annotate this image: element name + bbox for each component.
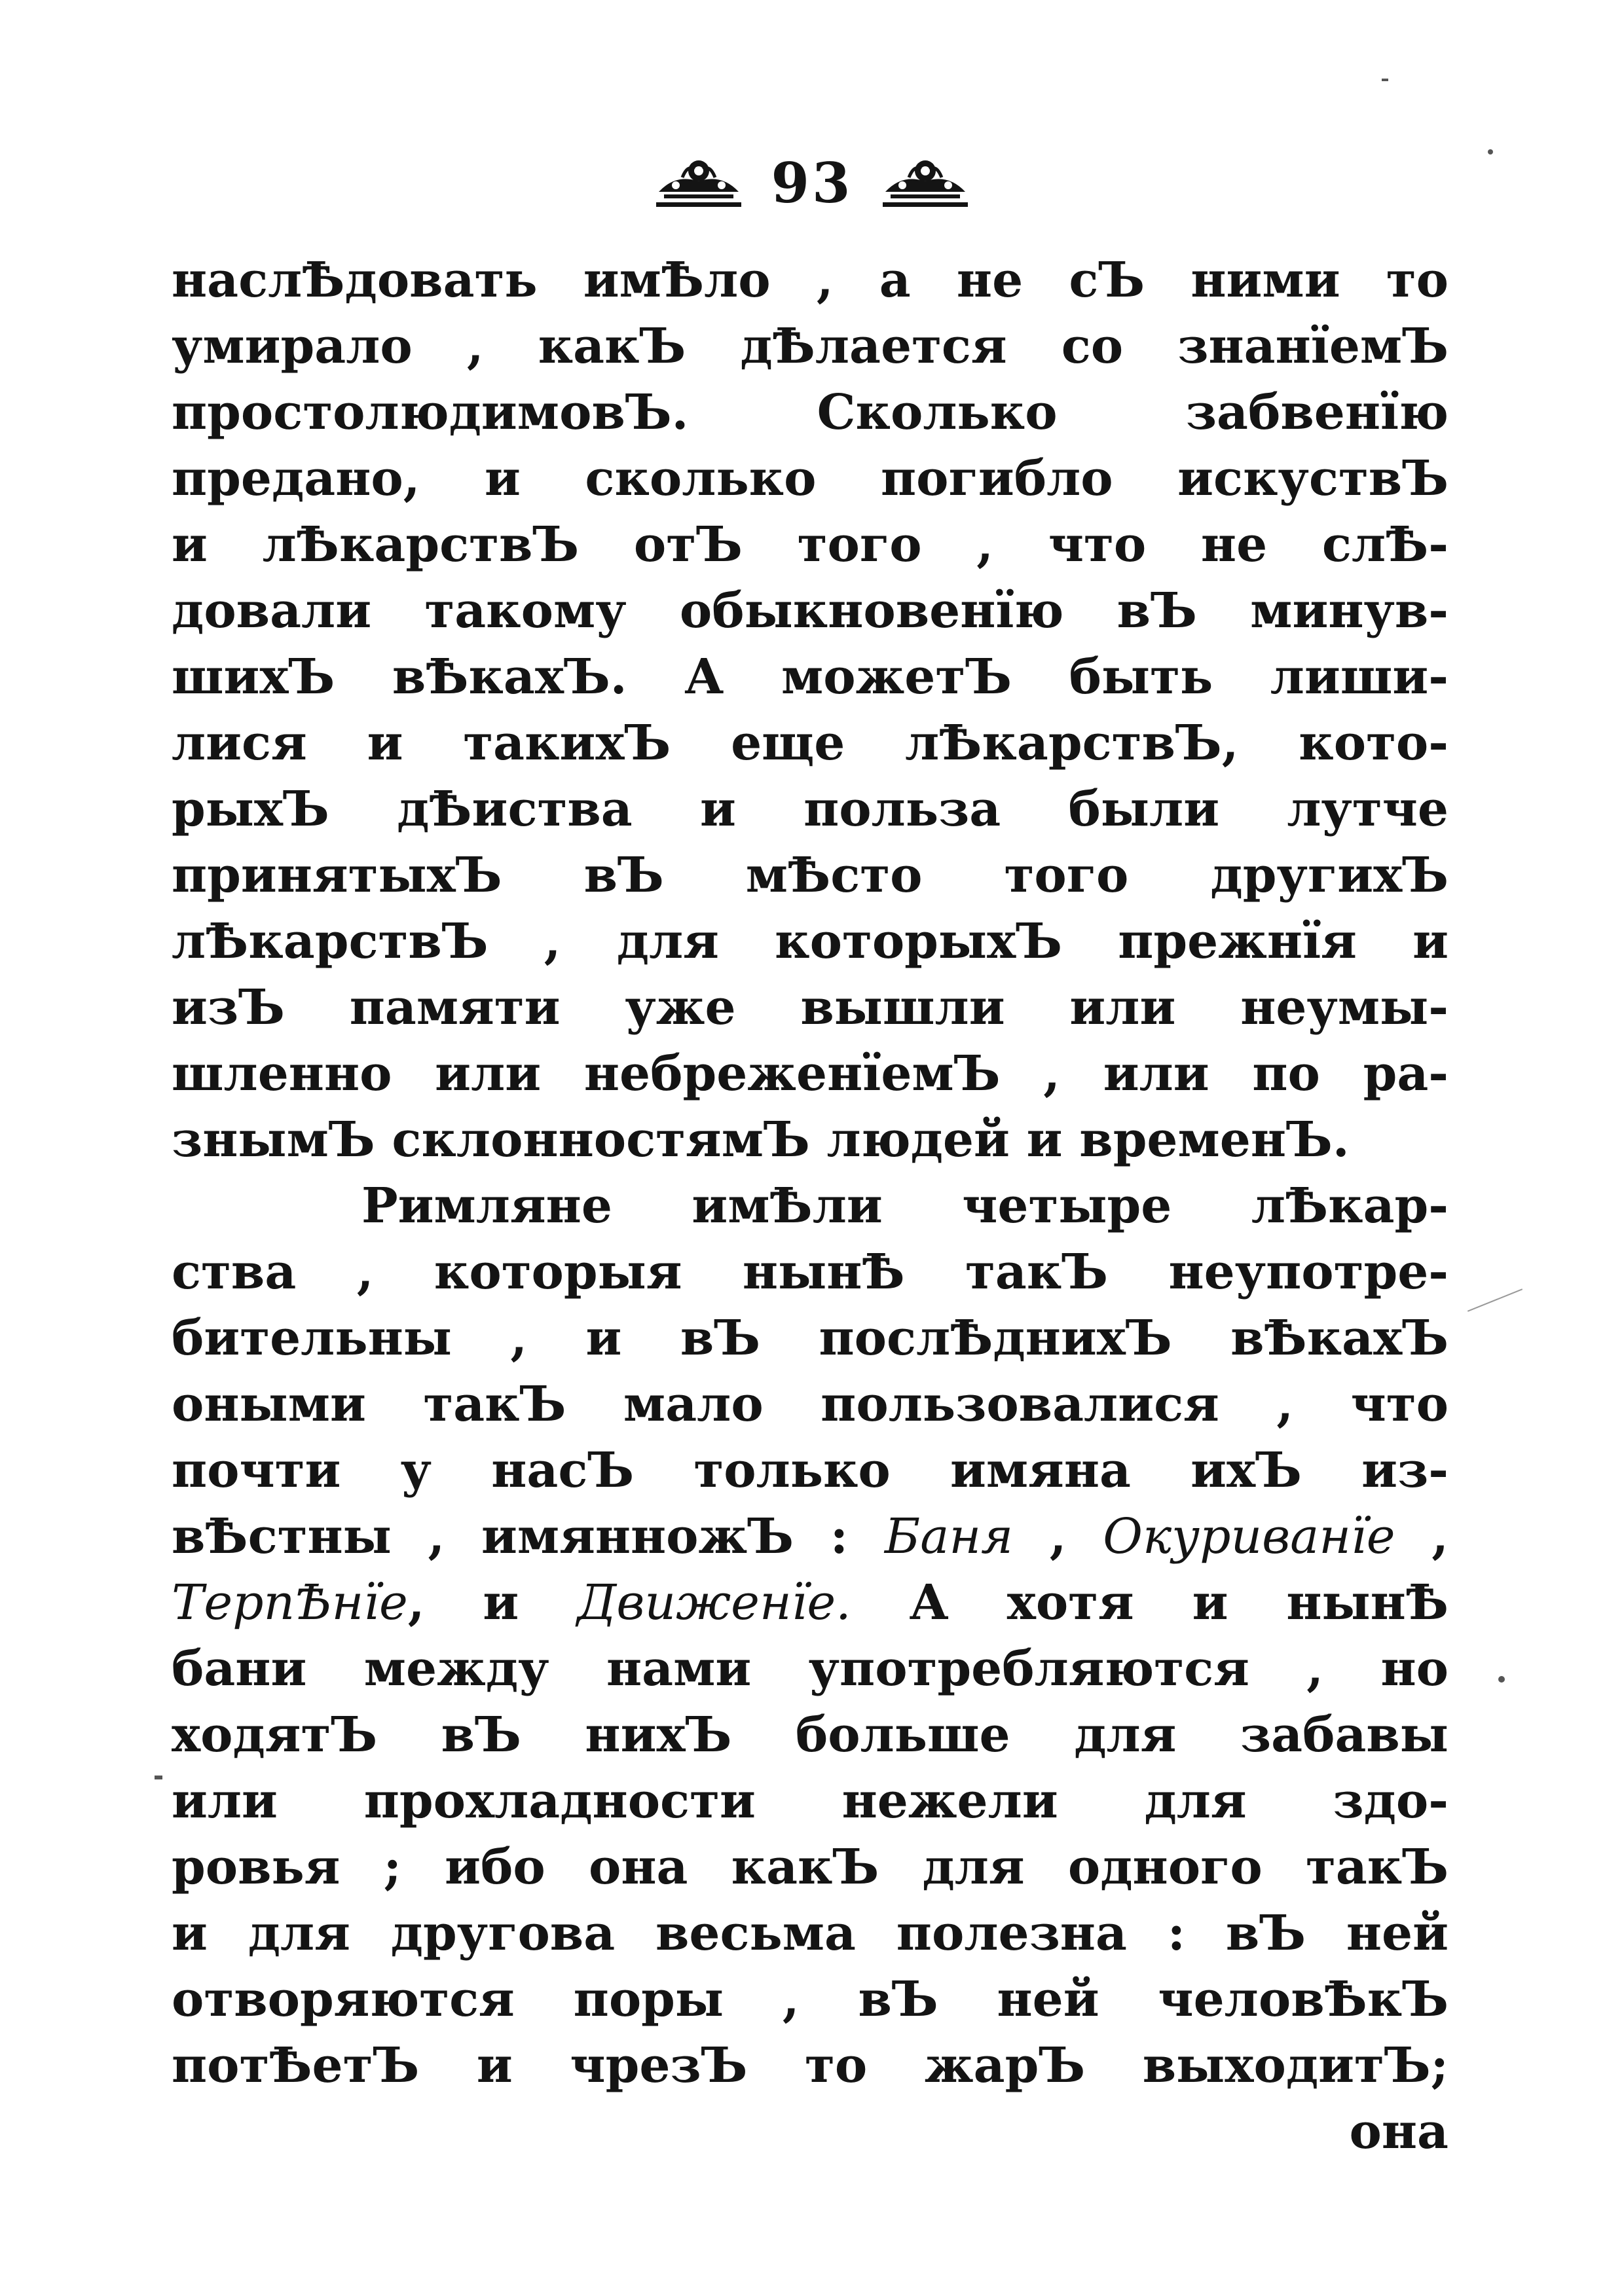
line-text: А хотя и нынѢ [851, 1575, 1449, 1631]
line-text: бительны , и вЪ послѢднихЪ вѢкахЪ [172, 1310, 1449, 1366]
text-line [172, 1967, 1449, 2033]
text-line [172, 1901, 1449, 1967]
page-number: 93 [771, 151, 853, 215]
body-text [172, 247, 1449, 2165]
crown-flourish-icon [876, 154, 974, 213]
line-text: знымЪ склонностямЪ людей и временЪ. [172, 1112, 1350, 1168]
line-text: оными такЪ мало пользовалися , что [172, 1376, 1449, 1432]
line-text: наслѢдовать имѢло , а не сЪ ними то [172, 252, 1449, 308]
line-text: , и [407, 1575, 578, 1631]
line-text: она [1349, 2104, 1449, 2160]
text-line [172, 1834, 1449, 1901]
text-line [172, 314, 1449, 380]
text-line [172, 247, 1449, 314]
line-text: принятыхЪ вЪ мѢсто того другихЪ [172, 847, 1449, 903]
line-text: потѢетЪ и чрезЪ то жарЪ выходитЪ; [172, 2037, 1449, 2094]
text-line [172, 1173, 1449, 1239]
scan-speck [1488, 149, 1493, 155]
line-text: изЪ памяти уже вышли или неумы- [172, 979, 1449, 1036]
text-line [172, 512, 1449, 578]
scan-speck [1382, 79, 1388, 81]
line-text: почти у насЪ только имяна ихЪ из- [172, 1442, 1449, 1499]
line-text: лися и такихЪ еще лѢкарствЪ, кото- [172, 715, 1449, 771]
text-line [172, 578, 1449, 644]
line-text: и лѢкарствЪ отЪ того , что не слѢ- [172, 517, 1449, 573]
page-header [0, 141, 1624, 226]
text-line [172, 1041, 1449, 1107]
line-text: ходятЪ вЪ нихЪ больше для забавы [172, 1707, 1449, 1763]
text-line [172, 1372, 1449, 1438]
italic-term: Баня [884, 1508, 1014, 1565]
scan-speck [155, 1776, 162, 1779]
line-text: , [1013, 1508, 1103, 1565]
italic-term: Окуриванїе [1103, 1508, 1395, 1565]
line-text: предано, и сколько погибло искуствЪ [172, 450, 1449, 507]
text-line [172, 644, 1449, 710]
catchword [172, 2099, 1449, 2165]
text-line [172, 1239, 1449, 1305]
crown-flourish-icon [650, 154, 748, 213]
text-line [172, 1504, 1449, 1570]
text-line [172, 1107, 1449, 1173]
line-text: бани между нами употребляются , но [172, 1641, 1449, 1697]
italic-term: Движенїе. [577, 1575, 851, 1631]
text-line [172, 380, 1449, 446]
italic-term: ТерпѢнїе [172, 1575, 408, 1631]
scan-speck [1498, 1676, 1505, 1683]
line-text: ства , которыя нынѢ такЪ неупотре- [172, 1244, 1449, 1300]
line-text: отворяются поры , вЪ ней человѢкЪ [172, 1971, 1449, 2028]
line-text: и для другова весьма полезна : вЪ ней [172, 1905, 1449, 1961]
line-text: , [1395, 1508, 1449, 1565]
line-text: или прохладности нежели для здо- [172, 1773, 1449, 1829]
text-line [172, 843, 1449, 909]
scan-speck [1467, 1288, 1522, 1312]
line-text: ровья ; ибо она какЪ для одного такЪ [172, 1839, 1449, 1895]
text-line [172, 1702, 1449, 1768]
line-text: Римляне имѢли четыре лѢкар- [361, 1178, 1449, 1234]
text-line [172, 975, 1449, 1041]
line-text: рыхЪ дѢиства и польза были лутче [172, 781, 1449, 837]
line-text: лѢкарствЪ , для которыхЪ прежнїя и [172, 913, 1449, 970]
text-line [172, 1636, 1449, 1702]
text-line [172, 1305, 1449, 1372]
text-line [172, 1768, 1449, 1834]
line-text: шленно или небреженїемЪ , или по ра- [172, 1046, 1449, 1102]
line-text: довали такому обыкновенїю вЪ минув- [172, 583, 1449, 639]
line-text: шихЪ вѢкахЪ. А можетЪ быть лиши- [172, 649, 1449, 705]
line-text: простолюдимовЪ. Сколько забвенїю [172, 384, 1449, 441]
text-line [172, 776, 1449, 843]
text-line [172, 1438, 1449, 1504]
text-line [172, 909, 1449, 975]
text-line [172, 2033, 1449, 2099]
text-line [172, 710, 1449, 776]
text-line [172, 446, 1449, 512]
line-text: умирало , какЪ дѢлается со знанїемЪ [172, 318, 1449, 374]
text-line [172, 1570, 1449, 1636]
line-text: вѢстны , имянножЪ : [172, 1508, 885, 1565]
